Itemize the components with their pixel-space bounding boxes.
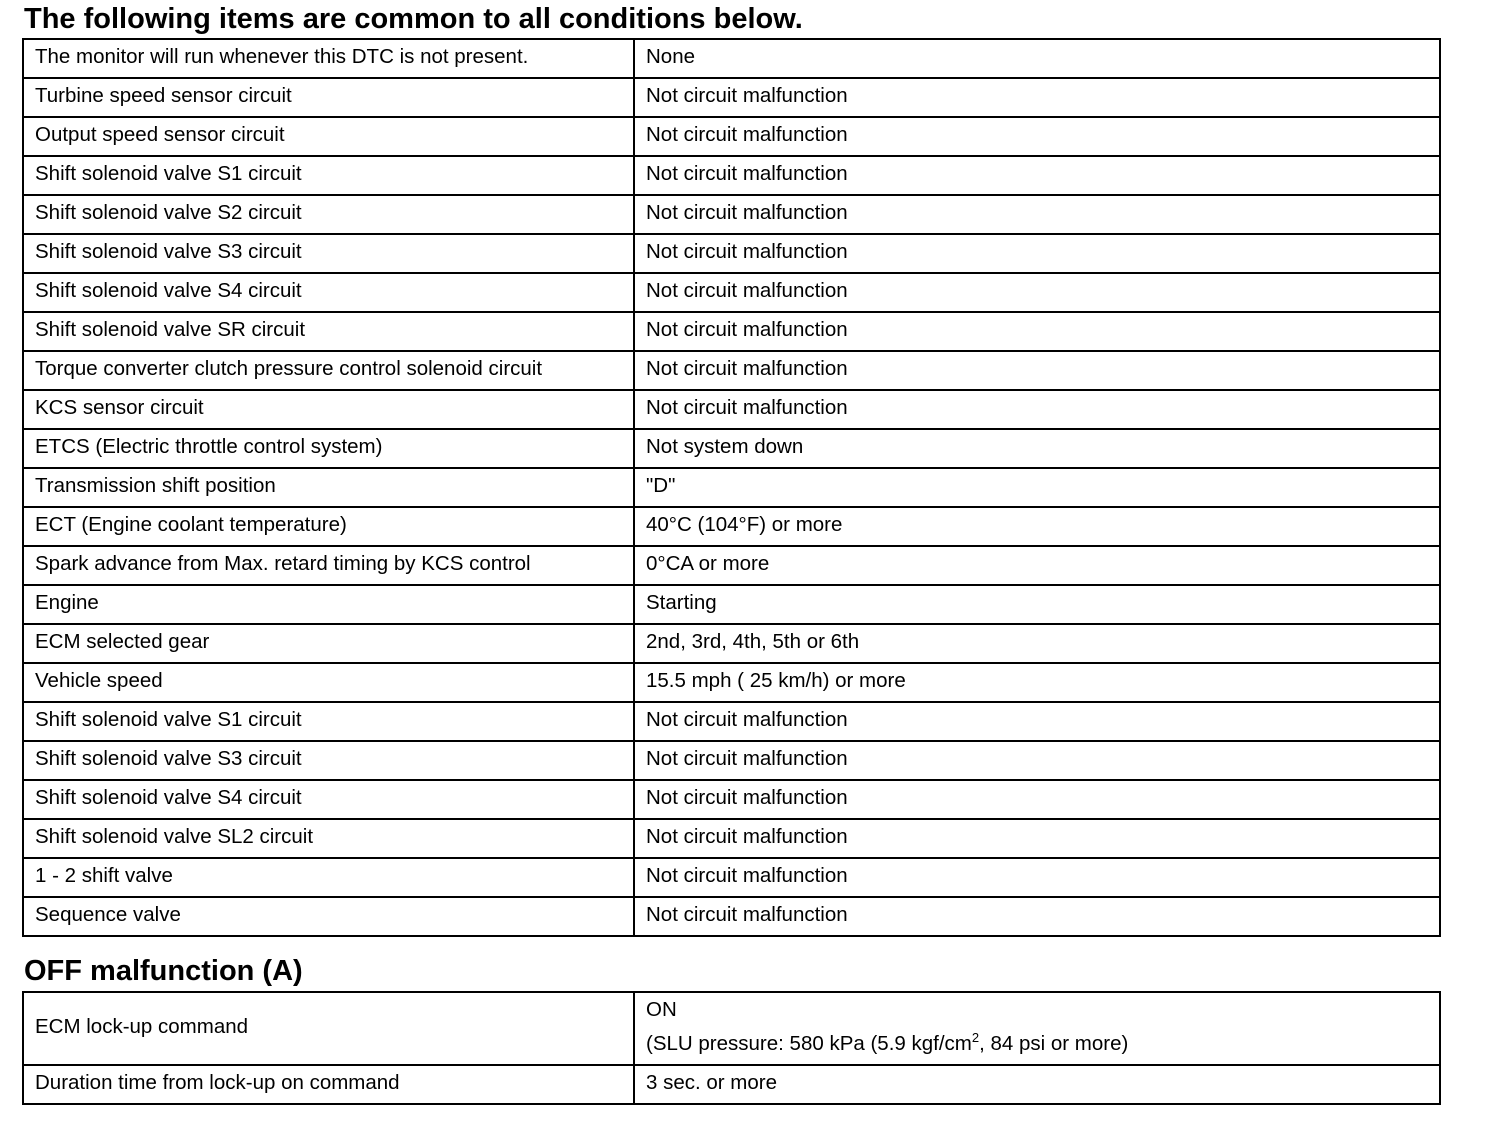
table-row [23,312,1440,351]
table-row [23,897,1440,936]
condition-cell: Starting [634,585,1440,624]
condition-cell: Not circuit malfunction [634,195,1440,234]
condition-cell: Not circuit malfunction [634,819,1440,858]
item-cell: Torque converter clutch pressure control solenoid circuit [23,351,634,390]
condition-cell [634,992,1440,1065]
condition-cell: Not circuit malfunction [634,780,1440,819]
condition-cell: Not circuit malfunction [634,117,1440,156]
condition-cell: Not circuit malfunction [634,897,1440,936]
item-cell: Shift solenoid valve S3 circuit [23,741,634,780]
item-cell: The monitor will run whenever this DTC is not present. [23,39,634,78]
condition-cell: 15.5 mph ( 25 km/h) or more [634,663,1440,702]
item-cell: Sequence valve [23,897,634,936]
condition-cell: Not circuit malfunction [634,741,1440,780]
condition-cell: Not circuit malfunction [634,312,1440,351]
item-cell: ECM lock-up command [23,992,634,1065]
table-row [23,858,1440,897]
condition-cell: None [634,39,1440,78]
item-cell: Shift solenoid valve SR circuit [23,312,634,351]
table-row [23,702,1440,741]
item-cell: KCS sensor circuit [23,390,634,429]
item-cell: Shift solenoid valve S1 circuit [23,156,634,195]
table-row [23,156,1440,195]
table-row [23,992,1440,1065]
condition-cell: Not circuit malfunction [634,234,1440,273]
item-cell: 1 - 2 shift valve [23,858,634,897]
table-row [23,546,1440,585]
table-row [23,819,1440,858]
condition-cell: Not system down [634,429,1440,468]
item-cell: Turbine speed sensor circuit [23,78,634,117]
condition-cell: "D" [634,468,1440,507]
condition-cell: Not circuit malfunction [634,858,1440,897]
table-row [23,624,1440,663]
table-row [23,78,1440,117]
condition-text: , 84 psi or more) [979,1032,1129,1055]
condition-cell: 3 sec. or more [634,1065,1440,1104]
item-cell: Engine [23,585,634,624]
item-cell: Duration time from lock-up on command [23,1065,634,1104]
item-cell: Shift solenoid valve S4 circuit [23,273,634,312]
condition-text: (SLU pressure: 580 kPa (5.9 kgf/cm [646,1032,972,1055]
table-row [23,780,1440,819]
common-conditions-heading: The following items are common to all conditions below. [24,3,803,35]
condition-cell: Not circuit malfunction [634,702,1440,741]
item-cell: Transmission shift position [23,468,634,507]
condition-cell: Not circuit malfunction [634,273,1440,312]
table-row [23,741,1440,780]
item-cell: Shift solenoid valve SL2 circuit [23,819,634,858]
item-cell: ECM selected gear [23,624,634,663]
table-row [23,234,1440,273]
condition-cell: 2nd, 3rd, 4th, 5th or 6th [634,624,1440,663]
table-row [23,507,1440,546]
table-row [23,39,1440,78]
condition-cell: Not circuit malfunction [634,156,1440,195]
condition-cell: 40°C (104°F) or more [634,507,1440,546]
item-cell: Shift solenoid valve S1 circuit [23,702,634,741]
table-row [23,663,1440,702]
table-row [23,429,1440,468]
item-cell: Shift solenoid valve S4 circuit [23,780,634,819]
condition-line: ON [646,998,677,1021]
off-malfunction-heading: OFF malfunction (A) [24,955,303,987]
item-cell: Shift solenoid valve S3 circuit [23,234,634,273]
item-cell: ETCS (Electric throttle control system) [23,429,634,468]
table-row [23,390,1440,429]
common-conditions-table [22,38,1441,937]
superscript: 2 [971,1030,980,1045]
table-row [23,195,1440,234]
condition-line [646,1032,1429,1056]
table-row [23,273,1440,312]
table-row [23,1065,1440,1104]
table-row [23,117,1440,156]
condition-cell: Not circuit malfunction [634,390,1440,429]
item-cell: Spark advance from Max. retard timing by KCS control [23,546,634,585]
condition-cell: 0°CA or more [634,546,1440,585]
table-row [23,468,1440,507]
item-cell: Output speed sensor circuit [23,117,634,156]
condition-cell: Not circuit malfunction [634,78,1440,117]
condition-cell: Not circuit malfunction [634,351,1440,390]
item-cell: ECT (Engine coolant temperature) [23,507,634,546]
item-cell: Shift solenoid valve S2 circuit [23,195,634,234]
table-row [23,585,1440,624]
table-row [23,351,1440,390]
off-malfunction-table [22,991,1441,1105]
item-cell: Vehicle speed [23,663,634,702]
